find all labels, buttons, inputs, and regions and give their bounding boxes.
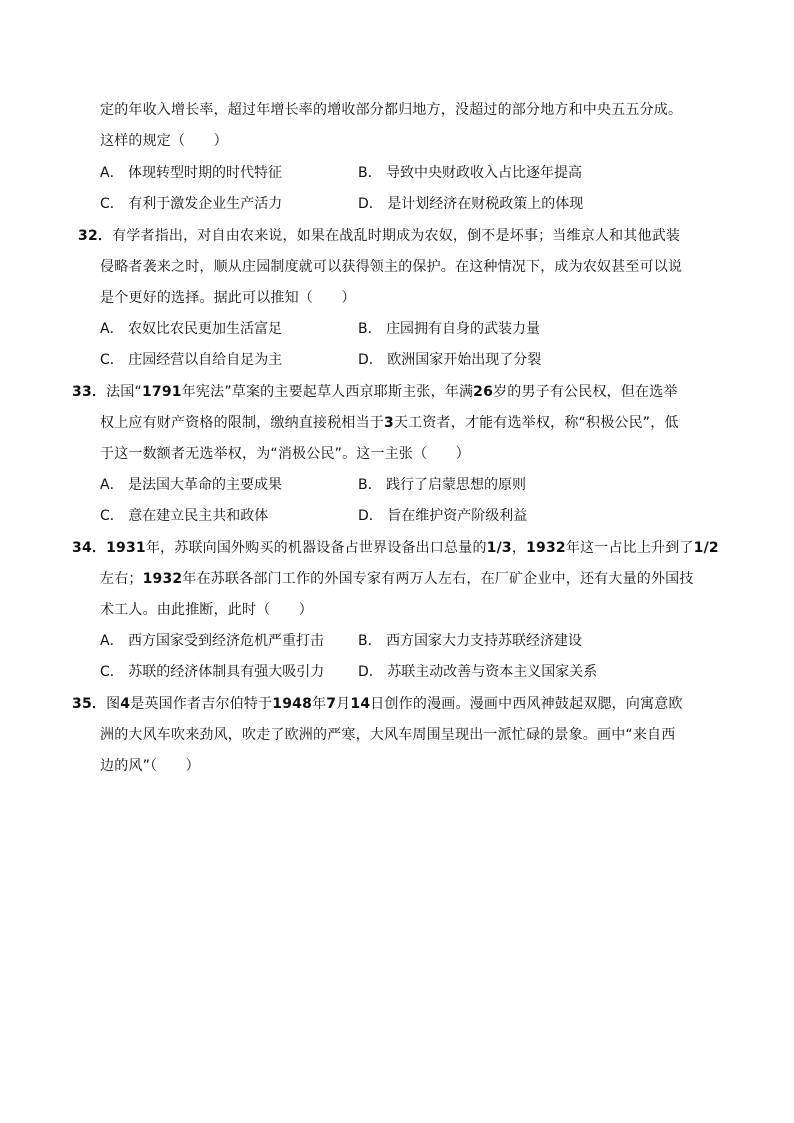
option-letter: A． (100, 321, 124, 337)
q34-fraction: 1/3 (486, 540, 512, 556)
q35-month: 7 (326, 696, 337, 712)
option-text: 是计划经济在财税政策上的体现 (387, 196, 584, 212)
question-number: 34． (72, 540, 107, 556)
option-letter: D． (358, 508, 383, 524)
q34-text-line3: 术工人。由此推断，此时（ ） (100, 602, 313, 618)
option-text: 旨在维护资产阶级利益 (387, 508, 528, 524)
q35-stem-part: 是英国作者吉尔伯特于 (130, 696, 273, 712)
q34-option-a[interactable] (100, 632, 324, 650)
q35-stem-part: 年 (312, 696, 327, 712)
q33-text-line3: 于这一数额者无选举权，为“消极公民”。这一主张（ ） (100, 446, 470, 462)
q31-option-b[interactable] (358, 164, 582, 182)
q34-option-d[interactable] (358, 663, 597, 681)
option-letter: A． (100, 477, 124, 493)
q34-stem-part: 年，苏联向国外购买的机器设备占世界设备出口总量的 (145, 540, 487, 556)
q34-year: 1932 (142, 571, 183, 587)
q33-stem-part: 年宪法”草案的主要起草人西京耶斯主张，年满 (181, 384, 474, 400)
option-letter: C． (100, 508, 124, 524)
q35-year: 1948 (272, 696, 313, 712)
question-number: 33． (72, 384, 107, 400)
q32-option-b[interactable] (358, 320, 540, 338)
option-letter: B． (358, 633, 382, 649)
q33-stem-part: 权上应有财产资格的限制，缴纳直接税相当于 (100, 415, 384, 431)
option-letter: B． (358, 477, 382, 493)
q33-option-a[interactable] (100, 476, 282, 494)
q33-option-c[interactable] (100, 507, 268, 525)
q32-option-c[interactable] (100, 351, 282, 369)
q33-option-b[interactable] (358, 476, 526, 494)
q35-stem-part: 日创作的漫画。漫画中西风神鼓起双腮，向寓意欧 (370, 696, 683, 712)
q34-text-line1 (72, 539, 719, 557)
q35-figure-number: 4 (120, 696, 131, 712)
option-letter: B． (358, 321, 382, 337)
option-text: 农奴比农民更加生活富足 (128, 321, 283, 337)
q33-stem-part: 法国“ (106, 384, 142, 400)
option-letter: C． (100, 664, 124, 680)
q33-days: 3 (384, 415, 394, 431)
option-text: 苏联的经济体制具有强大吸引力 (128, 664, 325, 680)
q32-text-line3: 是个更好的选择。据此可以推知（ ） (100, 290, 356, 306)
question-number: 32． (78, 228, 113, 244)
q34-text-line2 (100, 570, 694, 588)
option-letter: C． (100, 196, 124, 212)
option-text: 西方国家受到经济危机严重打击 (128, 633, 325, 649)
option-letter: D． (358, 196, 383, 212)
q31-text-line2: 这样的规定（ ） (100, 133, 228, 149)
q35-text-line1 (72, 695, 683, 713)
q31-option-c[interactable] (100, 195, 282, 213)
q35-text-line3: 边的风”（ ） (100, 758, 200, 774)
q34-stem-part: 年在苏联各部门工作的外国专家有两万人左右，在厂矿企业中，还有大量的外国技 (182, 571, 694, 587)
option-letter: D． (358, 352, 383, 368)
q33-age: 26 (473, 384, 494, 400)
q35-day: 14 (350, 696, 371, 712)
option-text: 西方国家大力支持苏联经济建设 (386, 633, 583, 649)
q31-text-line1: 定的年收入增长率，超过年增长率的增收部分都归地方，没超过的部分地方和中央五五分成。 (100, 102, 683, 118)
q35-text-line2: 洲的大风车吹来劲风，吹走了欧洲的严寒，大风车周围呈现出一派忙碌的景象。画中“来自西 (100, 727, 676, 743)
option-text: 庄园拥有自身的武装力量 (386, 321, 541, 337)
q34-stem-part: 左右； (100, 571, 143, 587)
option-letter: C． (100, 352, 124, 368)
option-text: 庄园经营以自给自足为主 (128, 352, 283, 368)
q32-text-line2: 侵略者袭来之时，顺从庄园制度就可以获得领主的保护。在这种情况下，成为农奴甚至可以说 (100, 259, 683, 275)
q32-stem: 有学者指出，对自由农来说，如果在战乱时期成为农奴，倒不是坏事；当维京人和其他武装 (112, 228, 681, 244)
q34-option-b[interactable] (358, 632, 582, 650)
option-letter: B． (358, 165, 382, 181)
q33-text-line2 (100, 414, 679, 432)
option-text: 体现转型时期的时代特征 (128, 165, 283, 181)
option-text: 践行了启蒙思想的原则 (386, 477, 527, 493)
q34-stem-part: 年这一占比上升到了 (565, 540, 694, 556)
q35-stem-part: 月 (336, 696, 351, 712)
option-text: 意在建立民主共和政体 (128, 508, 269, 524)
q32-option-a[interactable] (100, 320, 282, 338)
option-letter: A． (100, 633, 124, 649)
q34-fraction: 1/2 (693, 540, 719, 556)
q33-option-d[interactable] (358, 507, 527, 525)
q31-option-a[interactable] (100, 164, 282, 182)
option-text: 欧洲国家开始出现了分裂 (387, 352, 542, 368)
option-text: 有利于激发企业生产活力 (128, 196, 283, 212)
q35-stem-part: 图 (106, 696, 121, 712)
q33-stem-part: 岁的男子有公民权，但在选举 (493, 384, 678, 400)
question-number: 35． (72, 696, 107, 712)
option-text: 是法国大革命的主要成果 (128, 477, 283, 493)
option-letter: D． (358, 664, 383, 680)
q32-option-d[interactable] (358, 351, 541, 369)
q33-year: 1791 (141, 384, 182, 400)
option-text: 导致中央财政收入占比逐年提高 (386, 165, 583, 181)
q33-text-line1 (72, 383, 678, 401)
q31-option-d[interactable] (358, 195, 583, 213)
q34-year: 1932 (526, 540, 566, 556)
q33-stem-part: 天工资者，才能有选举权，称“积极公民”，低 (393, 415, 679, 431)
q34-year: 1931 (106, 540, 146, 556)
option-letter: A． (100, 165, 124, 181)
q34-stem-part: ， (511, 540, 527, 556)
option-text: 苏联主动改善与资本主义国家关系 (387, 664, 598, 680)
q32-text-line1 (78, 227, 680, 245)
q34-option-c[interactable] (100, 663, 324, 681)
